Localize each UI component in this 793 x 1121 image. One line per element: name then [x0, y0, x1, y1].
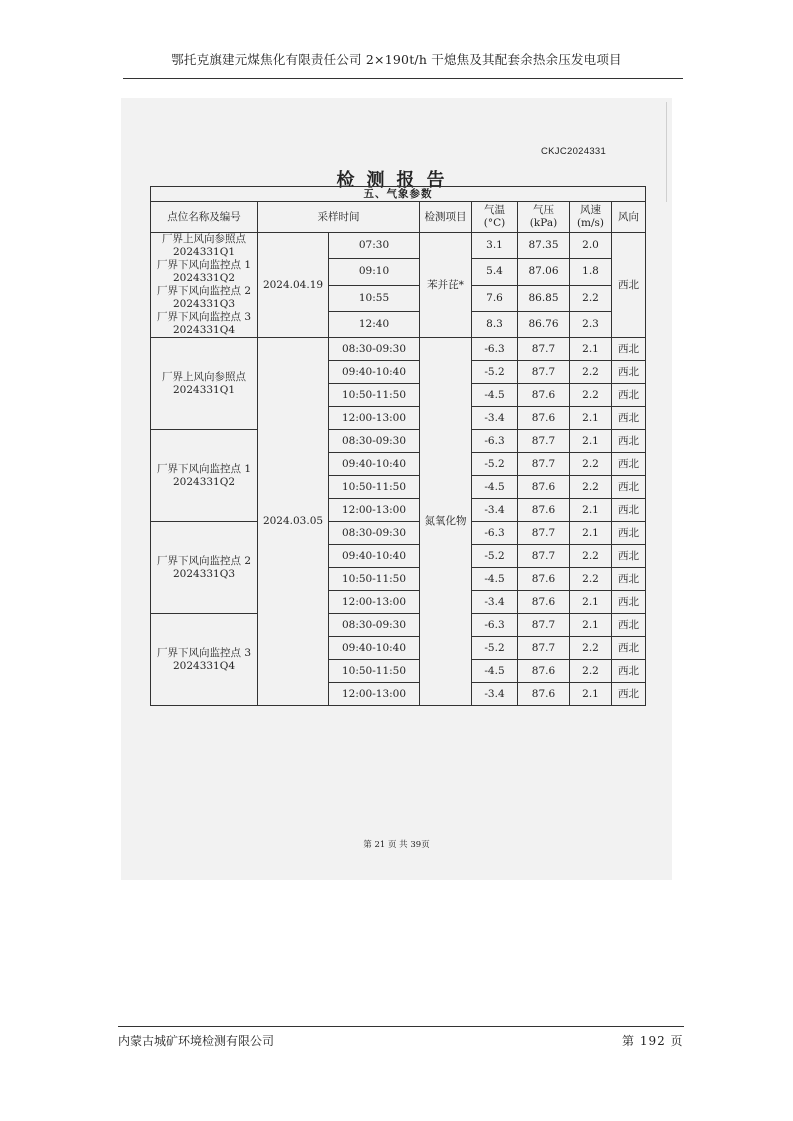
time-cell: 08:30-09:30 — [329, 338, 420, 361]
time-cell: 12:00-13:00 — [329, 407, 420, 430]
time-cell: 07:30 — [329, 233, 420, 259]
wind-dir-cell: 西北 — [612, 660, 646, 683]
pressure-cell: 87.6 — [518, 660, 570, 683]
wind-dir-cell: 西北 — [612, 384, 646, 407]
time-cell: 09:40-10:40 — [329, 361, 420, 384]
wind-dir-cell: 西北 — [612, 545, 646, 568]
table-row — [151, 522, 646, 545]
pressure-cell: 87.06 — [518, 259, 570, 285]
time-cell: 10:50-11:50 — [329, 384, 420, 407]
header-rule — [123, 78, 683, 79]
temp-cell: -6.3 — [472, 614, 518, 637]
wind-speed-cell: 1.8 — [570, 259, 612, 285]
wind-speed-cell: 2.2 — [570, 453, 612, 476]
time-cell: 08:30-09:30 — [329, 614, 420, 637]
wind-dir-cell: 西北 — [612, 407, 646, 430]
wind-dir-cell: 西北 — [612, 476, 646, 499]
location-cell: 厂界上风向参照点 2024331Q1 — [151, 338, 258, 430]
wind-speed-cell: 2.1 — [570, 499, 612, 522]
col-header-temp: 气温 (°C) — [472, 202, 518, 233]
temp-cell: -3.4 — [472, 683, 518, 706]
col-header-wind-speed: 风速 (m/s) — [570, 202, 612, 233]
wind-speed-cell: 2.1 — [570, 430, 612, 453]
pressure-cell: 87.6 — [518, 384, 570, 407]
temp-cell: -4.5 — [472, 568, 518, 591]
time-cell: 08:30-09:30 — [329, 430, 420, 453]
time-cell: 09:40-10:40 — [329, 545, 420, 568]
pressure-cell: 87.7 — [518, 453, 570, 476]
pressure-cell: 87.7 — [518, 522, 570, 545]
temp-cell: 3.1 — [472, 233, 518, 259]
wind-speed-cell: 2.3 — [570, 311, 612, 337]
time-cell: 08:30-09:30 — [329, 522, 420, 545]
pressure-cell: 86.85 — [518, 285, 570, 311]
pressure-cell: 87.35 — [518, 233, 570, 259]
time-cell: 09:40-10:40 — [329, 453, 420, 476]
table-row — [151, 338, 646, 361]
time-cell: 12:00-13:00 — [329, 591, 420, 614]
page-header-title: 鄂托克旗建元煤焦化有限责任公司 2×190t/h 干熄焦及其配套余热余压发电项目 — [171, 52, 622, 67]
wind-speed-cell: 2.2 — [570, 384, 612, 407]
wind-dir-cell: 西北 — [612, 430, 646, 453]
temp-cell: -3.4 — [472, 591, 518, 614]
wind-dir-cell: 西北 — [612, 522, 646, 545]
location-cell: 厂界下风向监控点 2 2024331Q3 — [151, 522, 258, 614]
pressure-cell: 87.6 — [518, 683, 570, 706]
date-cell: 2024.04.19 — [258, 233, 329, 338]
wind-speed-cell: 2.1 — [570, 614, 612, 637]
temp-cell: -5.2 — [472, 361, 518, 384]
item-cell: 苯并芘* — [420, 233, 472, 338]
table-row — [151, 430, 646, 453]
pressure-cell: 87.6 — [518, 407, 570, 430]
wind-dir-cell: 西北 — [612, 338, 646, 361]
pressure-cell: 87.6 — [518, 499, 570, 522]
time-cell: 12:00-13:00 — [329, 683, 420, 706]
wind-speed-cell: 2.1 — [570, 338, 612, 361]
report-title: 检测报告 — [336, 170, 457, 191]
weather-parameters-table — [150, 186, 646, 706]
temp-cell: -5.2 — [472, 453, 518, 476]
pressure-cell: 87.6 — [518, 476, 570, 499]
temp-cell: -4.5 — [472, 476, 518, 499]
col-header-pressure: 气压 (kPa) — [518, 202, 570, 233]
time-cell: 12:40 — [329, 311, 420, 337]
col-header-sample-time: 采样时间 — [258, 202, 420, 233]
time-cell: 09:10 — [329, 259, 420, 285]
pressure-cell: 86.76 — [518, 311, 570, 337]
wind-dir-cell: 西北 — [612, 361, 646, 384]
temp-cell: -5.2 — [472, 545, 518, 568]
pressure-cell: 87.6 — [518, 591, 570, 614]
temp-cell: 5.4 — [472, 259, 518, 285]
wind-dir-cell: 西北 — [612, 453, 646, 476]
wind-speed-cell: 2.1 — [570, 407, 612, 430]
date-cell: 2024.03.05 — [258, 338, 329, 706]
wind-speed-cell: 2.2 — [570, 361, 612, 384]
footer-page-number: 第 192 页 — [622, 1034, 684, 1048]
wind-speed-cell: 2.2 — [570, 476, 612, 499]
wind-dir-cell: 西北 — [612, 591, 646, 614]
pressure-cell: 87.7 — [518, 430, 570, 453]
table-row — [151, 233, 646, 259]
temp-cell: -4.5 — [472, 660, 518, 683]
wind-speed-cell: 2.1 — [570, 591, 612, 614]
temp-cell: -4.5 — [472, 384, 518, 407]
wind-speed-cell: 2.2 — [570, 637, 612, 660]
location-cell: 厂界下风向监控点 1 2024331Q2 — [151, 430, 258, 522]
wind-dir-cell: 西北 — [612, 614, 646, 637]
time-cell: 10:55 — [329, 285, 420, 311]
footer-rule — [118, 1026, 684, 1027]
location-cell: 厂界上风向参照点 2024331Q1 厂界下风向监控点 1 2024331Q2 厂界下风向监控点 2 2024331Q3 厂界下风向监控点 3 2024331Q4 — [151, 233, 258, 338]
wind-speed-cell: 2.1 — [570, 522, 612, 545]
temp-cell: -6.3 — [472, 338, 518, 361]
wind-speed-cell: 2.1 — [570, 683, 612, 706]
wind-speed-cell: 2.2 — [570, 568, 612, 591]
temp-cell: 8.3 — [472, 311, 518, 337]
time-cell: 10:50-11:50 — [329, 660, 420, 683]
section-title: 五、气象参数 — [151, 187, 646, 202]
temp-cell: -3.4 — [472, 499, 518, 522]
scan-page-number: 第 21 页 共 39页 — [363, 840, 430, 850]
temp-cell: -3.4 — [472, 407, 518, 430]
pressure-cell: 87.7 — [518, 361, 570, 384]
footer-company: 内蒙古城矿环境检测有限公司 — [118, 1034, 275, 1048]
wind-speed-cell: 2.2 — [570, 660, 612, 683]
time-cell: 09:40-10:40 — [329, 637, 420, 660]
wind-dir-cell: 西北 — [612, 499, 646, 522]
temp-cell: -6.3 — [472, 522, 518, 545]
table-row — [151, 614, 646, 637]
pressure-cell: 87.7 — [518, 545, 570, 568]
wind-dir-cell: 西北 — [612, 233, 646, 338]
wind-speed-cell: 2.2 — [570, 285, 612, 311]
location-cell: 厂界下风向监控点 3 2024331Q4 — [151, 614, 258, 706]
temp-cell: 7.6 — [472, 285, 518, 311]
time-cell: 10:50-11:50 — [329, 568, 420, 591]
pressure-cell: 87.6 — [518, 568, 570, 591]
temp-cell: -6.3 — [472, 430, 518, 453]
pressure-cell: 87.7 — [518, 338, 570, 361]
report-code: CKJC2024331 — [541, 146, 607, 157]
pressure-cell: 87.7 — [518, 637, 570, 660]
wind-speed-cell: 2.2 — [570, 545, 612, 568]
time-cell: 10:50-11:50 — [329, 476, 420, 499]
temp-cell: -5.2 — [472, 637, 518, 660]
col-header-item: 检测项目 — [420, 202, 472, 233]
pressure-cell: 87.7 — [518, 614, 570, 637]
time-cell: 12:00-13:00 — [329, 499, 420, 522]
item-cell: 氮氧化物 — [420, 338, 472, 706]
wind-dir-cell: 西北 — [612, 683, 646, 706]
wind-dir-cell: 西北 — [612, 568, 646, 591]
col-header-wind-dir: 风向 — [612, 202, 646, 233]
wind-dir-cell: 西北 — [612, 637, 646, 660]
wind-speed-cell: 2.0 — [570, 233, 612, 259]
col-header-location: 点位名称及编号 — [151, 202, 258, 233]
